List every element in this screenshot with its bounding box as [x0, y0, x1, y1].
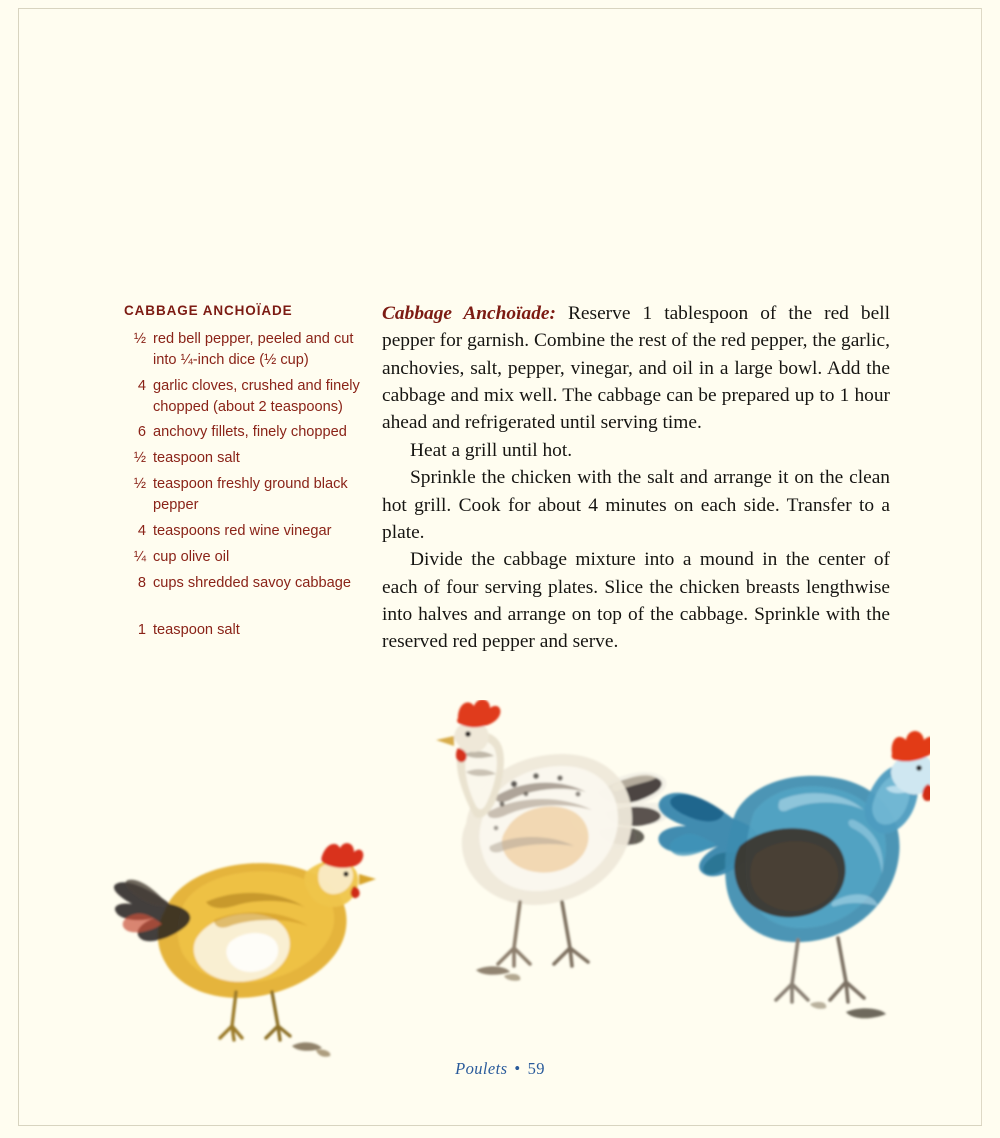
page-rule-bottom	[18, 1125, 982, 1126]
ingredient-text: teaspoon salt	[153, 450, 240, 467]
ingredient-quantity: ½	[133, 450, 146, 467]
ingredients-heading: CABBAGE ANCHOÏADE	[124, 303, 293, 318]
list-item	[124, 448, 374, 469]
ingredient-quantity: 8	[137, 574, 146, 591]
page-rule-right	[981, 8, 982, 1126]
list-item	[124, 521, 374, 542]
ingredient-quantity: ½	[133, 476, 146, 493]
blue-rooster	[658, 731, 930, 1018]
page-number: 59	[527, 1059, 545, 1078]
method-paragraph: Heat a grill until hot.	[410, 439, 573, 461]
method-panel	[382, 300, 890, 656]
method-paragraph: Sprinkle the chicken with the salt and arrange it on the clean hot grill. Cook for about 4 minutes on each side. Transfer to a plate.	[382, 467, 890, 543]
ingredient-text: garlic cloves, crushed and finely chopped (about 2 teaspoons)	[153, 377, 360, 415]
method-paragraph: Divide the cabbage mixture into a mound in the center of each of four serving plates. Slice the chicken breasts lengthwise into halves and arrange on top of the cabbage. Sprinkle with the reserved red pepper and serve.	[382, 549, 890, 653]
yellow-hen	[114, 843, 376, 1057]
page-footer	[0, 1059, 1000, 1079]
list-item	[124, 329, 374, 371]
ingredient-text: teaspoon salt	[153, 622, 240, 639]
speckled-rooster	[436, 700, 670, 981]
ingredients-extra-list	[124, 620, 374, 641]
ingredients-list	[124, 329, 374, 593]
recipe-lead-in: Cabbage Anchoïade:	[382, 303, 556, 324]
ingredient-quantity: ¼	[133, 548, 146, 565]
page-rule-top	[18, 8, 982, 9]
chapter-name: Poulets	[455, 1059, 508, 1078]
ingredient-quantity: 4	[137, 377, 146, 394]
list-item	[124, 547, 374, 568]
ingredients-panel	[124, 303, 374, 646]
page-rule-left	[18, 8, 19, 1126]
list-item	[124, 573, 374, 594]
method-paragraph-text: Reserve 1 tablespoon of the red bell pepper for garnish. Combine the rest of the red pepper, the garlic, anchovies, salt, pepper, vinegar, and oil in a large bowl. Add the cabbage and mix well. The cabbage can be prepared up to 1 hour ahead and refrigerated until serving time.	[382, 303, 890, 434]
ingredients-group-spacer	[124, 598, 374, 620]
ingredient-text: teaspoons red wine vinegar	[153, 522, 332, 539]
list-item	[124, 422, 374, 443]
method-paragraph	[382, 300, 890, 437]
ingredient-text: cup olive oil	[153, 548, 230, 565]
list-item	[124, 474, 374, 516]
ingredient-quantity: 4	[137, 522, 146, 539]
footer-separator: •	[514, 1059, 521, 1078]
list-item	[124, 620, 374, 641]
ingredient-quantity: 6	[137, 424, 146, 441]
ingredient-text: red bell pepper, peeled and cut into ¼-inch dice (½ cup)	[153, 331, 354, 368]
list-item	[124, 376, 374, 418]
ingredient-text: cups shredded savoy cabbage	[153, 574, 351, 591]
ingredient-text: anchovy fillets, finely chopped	[153, 424, 347, 441]
ingredient-quantity: 1	[137, 622, 146, 639]
chicken-illustration	[70, 700, 930, 1070]
ingredient-text: teaspoon freshly ground black pepper	[153, 476, 348, 514]
ingredient-quantity: ½	[133, 331, 146, 347]
